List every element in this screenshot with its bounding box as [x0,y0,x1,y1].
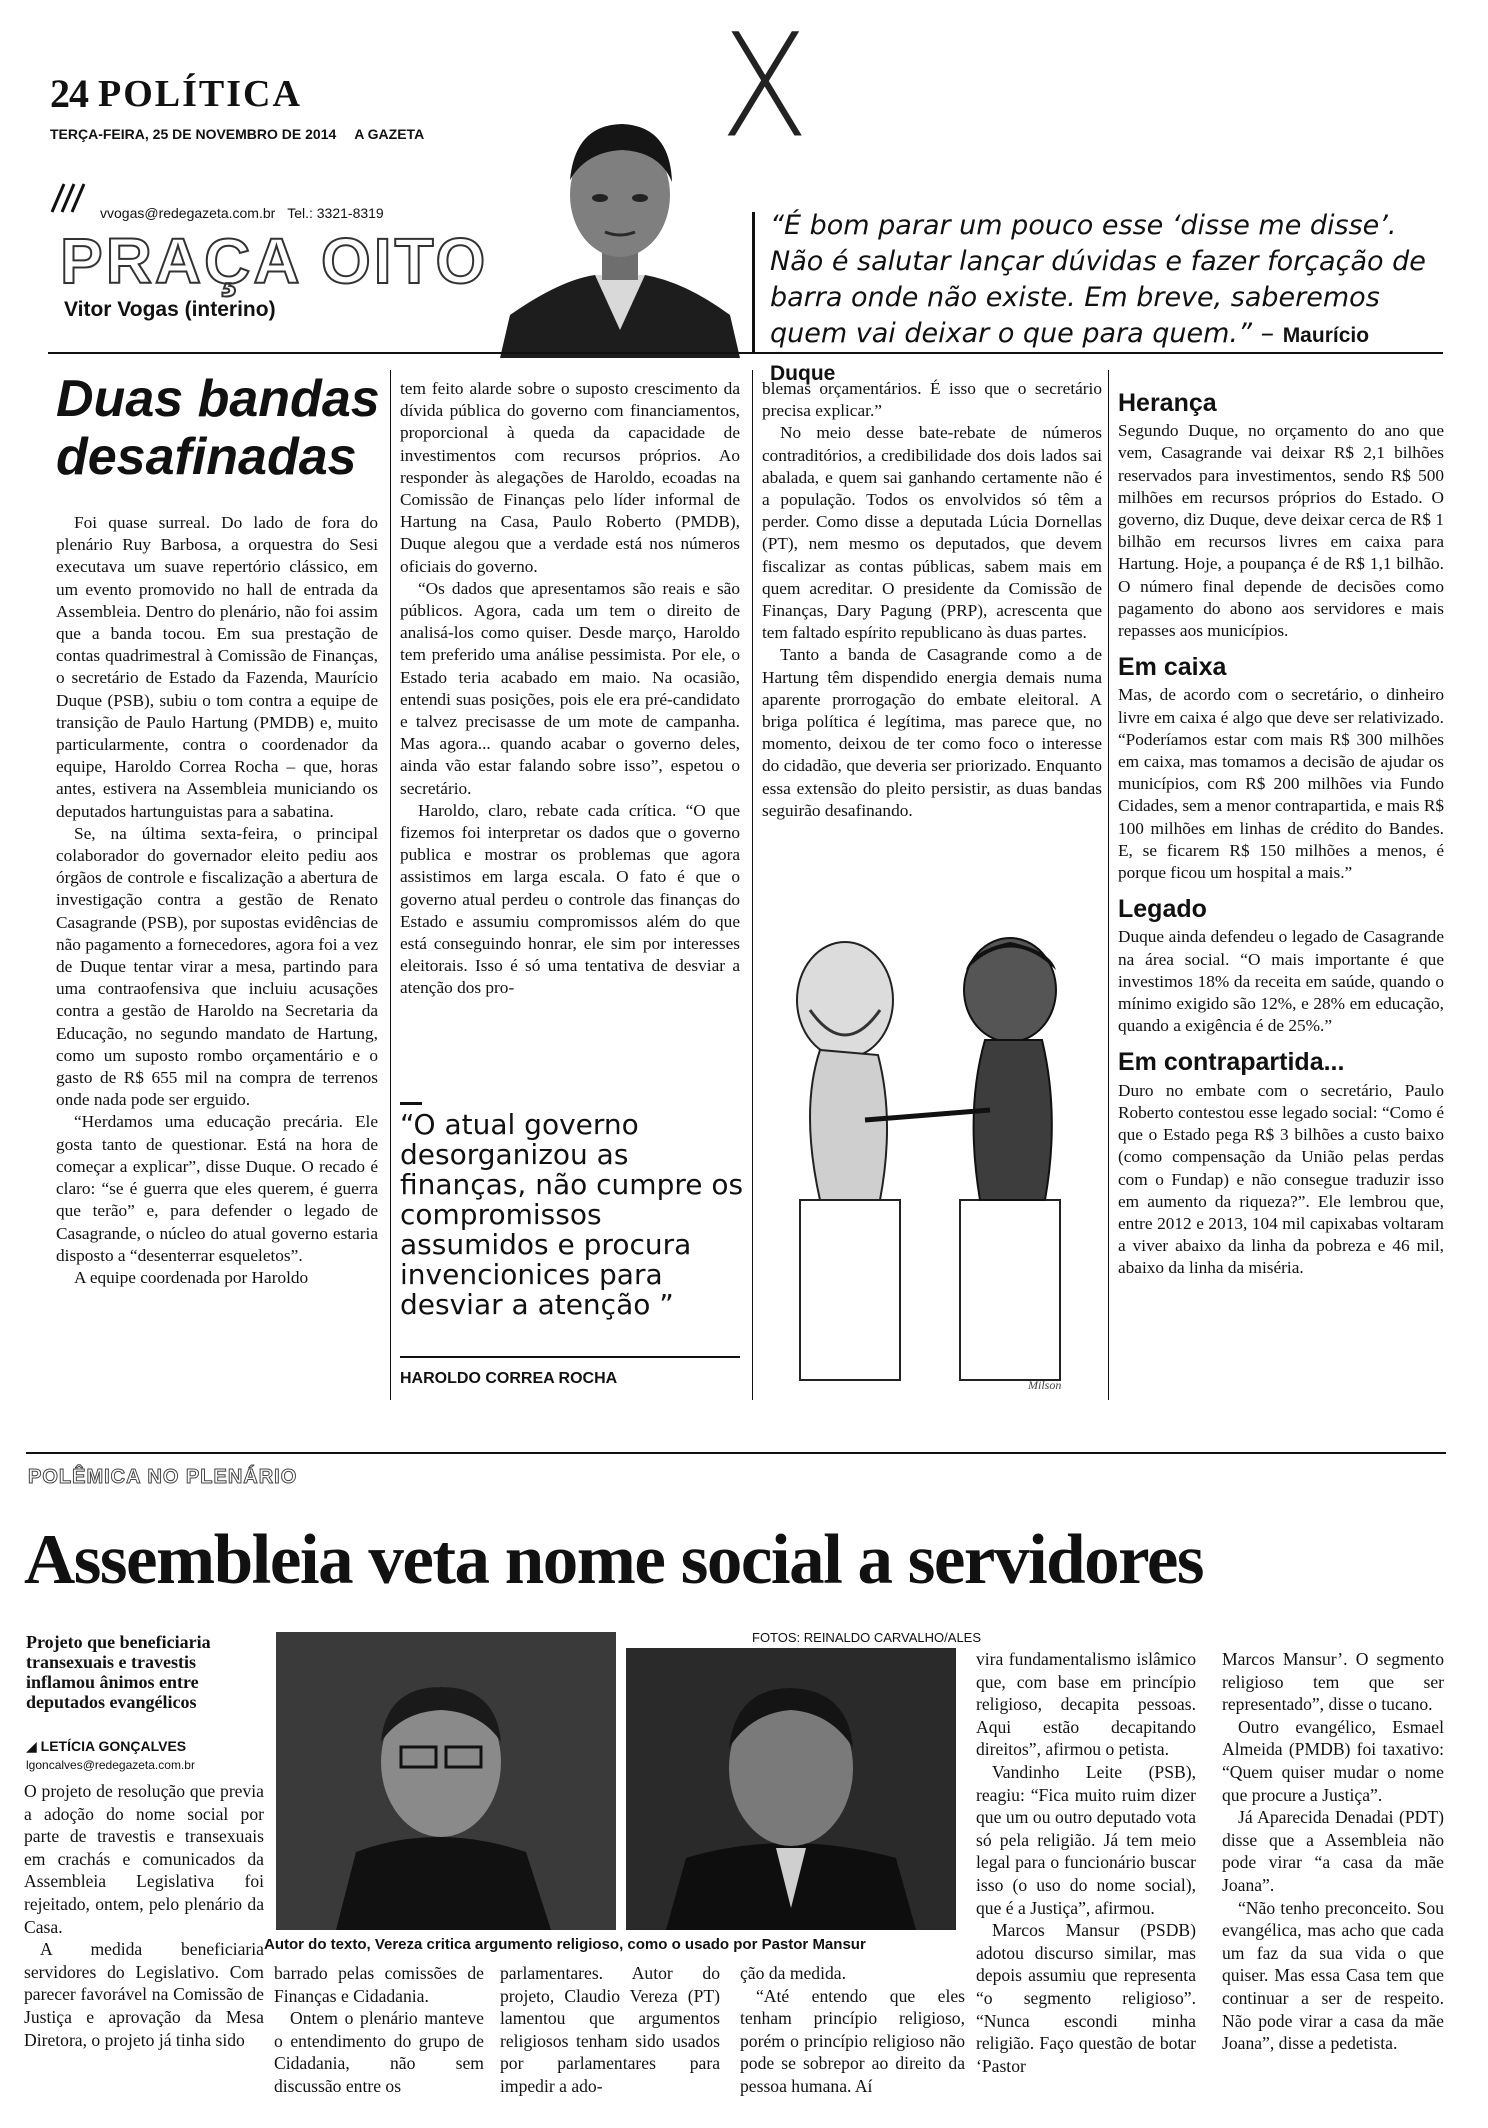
column-divider [752,370,753,1400]
paragraph: Tanto a banda de Casagrande como a de Hartung têm dispendido energia demais numa aparente prorrogação do embate eleitoral. A briga política é legítima, mas parece que, no momento, deixou de ter como foco o interesse do cidadão, que deveria ser priorizado. Enquanto essa extensão do pleito persistir, as duas bandas seguirão desafinando. [762,645,1102,820]
pull-quote-rule [400,1102,422,1105]
article2-column4 [976,1648,1196,2077]
paragraph: Foi quase surreal. Do lado de fora do plenário Ruy Barbosa, a orquestra do Sesi executava um suave repertório clássico, em um evento promovido no hall de entrada da Assembleia. Dentro do plenário, não foi assim que a banda tocou. Em sua prestação de contas quadrimestral à Comissão de Finanças, o secretário de Estado da Fazenda, Maurício Duque (PSB), subiu o tom contra a equipe de transição de Paulo Hartung (PMDB) e, muito particularmente, contra o coordenador da equipe, Haroldo Correa Rocha – que, horas antes, estivera na Assembleia municiando os deputados hartunguistas para a sabatina. [56,513,378,821]
photo-pastor-mansur [626,1648,956,1930]
author-name: LETÍCIA GONÇALVES [40,1738,187,1754]
article2-column3 [500,1962,720,2098]
section-title: POLÍTICA [98,73,302,115]
pull-quote: “O atual governo desorganizou as finanças, não cumpre os compromissos assumidos e procura invencionices para desviar a atenção ” [400,1108,744,1321]
paragraph: O projeto de resolução que previa a adoção do nome social por parte de travestis e transexuais em crachás e comunicados da Assembleia Legislativa foi rejeitado, ontem, pelo plenário da Casa. [24,1781,264,1937]
paragraph: “Não tenho preconceito. Sou evangélica, mas acho que cada um faz da sua vida o que quiser. Mas essa Casa tem que continuar a ser de respeito. Não pode virar a casa da mãe Joana”, disse a pedetista. [1222,1897,1444,2054]
page-date: TERÇA-FEIRA, 25 DE NOVEMBRO DE 2014 [50,126,337,142]
column-contact [100,205,384,221]
article-separator [26,1452,1446,1454]
top-quote-attribution: Maurício Duque [770,324,1370,385]
columnist-phone: Tel.: 3321-8319 [287,205,384,221]
paragraph: No meio desse bate-rebate de números contraditórios, a credibilidade dos dois lados sai abalada, e quem sai ganhando certamente não é a população. Todos os envolvidos só têm a perder. Como disse a deputada Lúcia Dornellas (PT), nem mesmo os deputados, que devem fiscalizar as contas públicas, sabem mais em quem acreditar. O presidente da Comissão de Finanças, Dary Pagung (PRP), acrescenta que tem faltado espírito republicano às duas partes. [762,423,1102,643]
paragraph: vira fundamentalismo islâmico que, com base em princípio religioso, decapita pessoas. Aqui estão decapitando direitos”, afirmou o petista. [976,1649,1196,1760]
byline-icon: ◢ [26,1738,37,1754]
headline-line1: Duas bandas [56,370,380,428]
paragraph: “Os dados que apresentamos são reais e são públicos. Agora, cada um tem o direito de analisá-los como quiser. Desde março, Haroldo tem preferido uma análise pessimista. Por ele, o Estado teria acabado em maio. Na ocasião, entendi suas posições, pois ele era pré-candidato e talvez precisasse de um mote de campanha. Mas agora... quando acabar o governo deles, ainda vão estar falando sobre isso”, espetou o secretário. [400,578,740,798]
photo-claudio-vereza [276,1632,616,1930]
page-number: 24 [50,71,88,116]
sidebar-heading: Em contrapartida... [1118,1048,1345,1077]
paragraph: Marcos Mansur (PSDB) adotou discurso similar, mas depois assumiu que representa “o segmento religioso”. “Nunca escondi minha religião. Faço questão de botar ‘Pastor [976,1920,1196,2076]
article2-byline [26,1738,186,1755]
top-quote [770,208,1440,392]
paragraph: Duro no embate com o secretário, Paulo Roberto contestou esse legado social: “Como é que o Estado pega R$ 3 bilhões a custo baixo (como compensação da União pelas perdas com o Fundap) e não consegue traduzir isso em aumento da riqueza?”. Ele lembrou que, entre 2012 e 2013, 104 mil capixabas voltaram a viver abaixo da linha da pobreza e 46 mil, abaixo da linha da miséria. [1118,1080,1444,1278]
article2-column2 [274,1962,484,2098]
article1-sidebar [1118,389,1444,1280]
column-slash-logo [48,180,86,214]
paragraph: Segundo Duque, no orçamento do ano que vem, Casagrande vai deixar R$ 2,1 bilhões reservados para investimentos, sendo R$ 500 milhões em recursos próprios do Estado. O governo, diz Duque, deve deixar cerca de R$ 1 bilhão em recursos livres em caixa para Hartung. Hoje, a poupança é de R$ 1,1 bilhão. O número final depende de decisões como pagamento do abono aos servidores e mais repasses aos municípios. [1118,421,1444,641]
paragraph: Se, na última sexta-feira, o principal colaborador do governador eleito pediu aos órgãos de controle e fiscalização a abertura de investigação contra a gestão de Renato Casagrande (PSB), por supostas evidências de não pagamento a fornecedores, agora foi a vez de Duque tentar virar a mesa, partindo para uma contraofensiva que incluiu acusações contra a gestão de Haroldo na Secretaria da Educação, no segundo mandato de Hartung, como um suposto rombo orçamentário e o gasto de R$ 655 mil na compra de terrenos onde nada pode ser erguido. [56,823,378,1110]
paragraph: Ontem o plenário manteve o entendimento do grupo de Cidadania, não sem discussão entre os [274,2008,484,2096]
article1-headline [56,370,386,486]
photo-caption: Autor do texto, Vereza critica argumento religioso, como o usado por Pastor Mansur [264,1936,866,1953]
article2-column1 [24,1780,264,2051]
paragraph: tem feito alarde sobre o suposto crescimento da dívida pública do governo com financiamentos, proporcional à queda da capacidade de investimentos com recursos próprios. Ao responder às alegações de Haroldo, ecoadas na Comissão de Finanças pelo líder informal de Hartung na Casa, Paulo Roberto (PMDB), Duque alegou que a verdade está nos números oficiais do governo. [400,379,740,576]
top-quote-bar [752,212,755,352]
pull-quote-attribution: HAROLDO CORREA ROCHA [400,1370,618,1387]
publication-name: A GAZETA [354,126,425,142]
sidebar-heading: Legado [1118,895,1207,924]
paragraph: “Até entendo que eles tenham princípio religioso, porém o princípio religioso não pode se sobrepor ao direito da pessoa humana. Aí [740,1985,965,2096]
paragraph: Duque ainda defendeu o legado de Casagrande na área social. “O mais importante é que investimos 18% da receita em saúde, quando o mínimo exigido são 12%, e 28% em educação, quando a exigência é de 25%.” [1118,927,1444,1036]
paragraph: parlamentares. Autor do projeto, Claudio Vereza (PT) lamentou que argumentos religiosos tenham sido usados por parlamentares para impedir a ado- [500,1963,720,2096]
article2-column4-bottom [740,1962,965,2098]
political-cartoon [760,930,1105,1400]
paragraph: Já Aparecida Denadai (PDT) disse que a Assembleia não pode virar “a casa da mãe Joana”. [1222,1807,1444,1895]
handwritten-x-mark: X [720,2,810,170]
paragraph: A medida beneficiaria servidores do Legislativo. Com parecer favorável na Comissão de Justiça e aprovação da Mesa Diretora, o projeto já tinha sido [24,1939,264,2050]
columnist-email[interactable]: vvogas@redegazeta.com.br [100,205,276,221]
paragraph: Marcos Mansur’. O segmento religioso tem que ser representado”, disse o tucano. [1222,1649,1444,1715]
column-divider [1108,370,1109,1400]
author-email[interactable]: lgoncalves@redegazeta.com.br [26,1758,195,1772]
article1-column3 [762,378,1102,822]
sidebar-heading: Herança [1118,389,1217,417]
columnist-name: Vitor Vogas (interino) [64,298,276,321]
paragraph: blemas orçamentários. É isso que o secretário precisa explicar.” [762,379,1102,421]
paragraph: Vandinho Leite (PSB), reagiu: “Fica muito ruim dizer que um ou outro deputado vota só pela religião. Já tem meio legal para o funcionário buscar isso (o uso do nome social), que é a Justiça”, afirmou. [976,1761,1196,1918]
paragraph: Haroldo, claro, rebate cada crítica. “O que fizemos foi interpretar os dados que o governo publica e mostrar os problemas que agora assistimos em larga escala. O fato é que o governo atual perdeu o controle das finanças do Estado e assumiu compromissos além do que está conseguindo honrar, ele sim por interesses eleitorais. Isso é só uma tentativa de desviar a atenção dos pro- [400,800,740,998]
headline-line2: desafinadas [56,428,357,486]
paragraph: “Herdamos uma educação precária. Ele gosta tanto de questionar. Está na hora de começar a explicar”, disse Duque. O recado é claro: “se é guerra que eles querem, é guerra que terão” e, para defender o legado de Casagrande, o núcleo do atual governo estaria disposto a “desenterrar esqueletos”. [56,1112,378,1265]
columnist-photo [500,100,740,358]
article2-column5 [1222,1648,1444,2055]
article2-deck: Projeto que beneficiaria transexuais e travestis inflamou ânimos entre deputados evangélicos [26,1632,211,1712]
column-name: PRAÇA OITO [60,225,489,297]
paragraph: barrado pelas comissões de Finanças e Cidadania. [274,1963,484,2006]
paragraph: A equipe coordenada por Haroldo [74,1267,309,1287]
paragraph: ção da medida. [740,1963,847,1983]
page-dateline [50,126,424,142]
top-quote-text: “É bom parar um pouco esse ‘disse me disse’. Não é salutar lançar dúvidas e fazer forçação de barra onde não existe. Em breve, saberemos quem vai deixar o que para quem.” – [770,210,1426,349]
sidebar-heading: Em caixa [1118,653,1227,682]
pull-quote-bottom-rule [400,1356,740,1358]
column-divider [390,370,391,1400]
paragraph: Mas, de acordo com o secretário, o dinheiro livre em caixa é algo que deve ser relativizado. “Poderíamos estar com mais R$ 300 milhões em caixa, mas tomamos a decisão de ajudar os municípios, com R$ 200 milhões via Fundo Cidades, sem a menor contrapartida, e mais R$ 100 milhões em linhas de crédito do Bandes. E, se ficarem R$ 150 milhões a menos, é porque ficou um hospital a mais.” [1118,685,1444,883]
cartoon-signature: Milson [1028,1378,1062,1392]
article1-column2 [400,378,740,1000]
photo-credit: FOTOS: REINALDO CARVALHO/ALES [752,1630,982,1645]
slash-marks-icon [48,180,86,214]
article1-column1 [56,512,378,1289]
article2-kicker: POLÊMICA NO PLENÁRIO [28,1466,298,1488]
article2-headline: Assembleia veta nome social a servidores [24,1521,1204,1599]
paragraph: Outro evangélico, Esmael Almeida (PMDB) foi taxativo: “Quem quiser mudar o nome que procure a Justiça”. [1222,1716,1444,1805]
